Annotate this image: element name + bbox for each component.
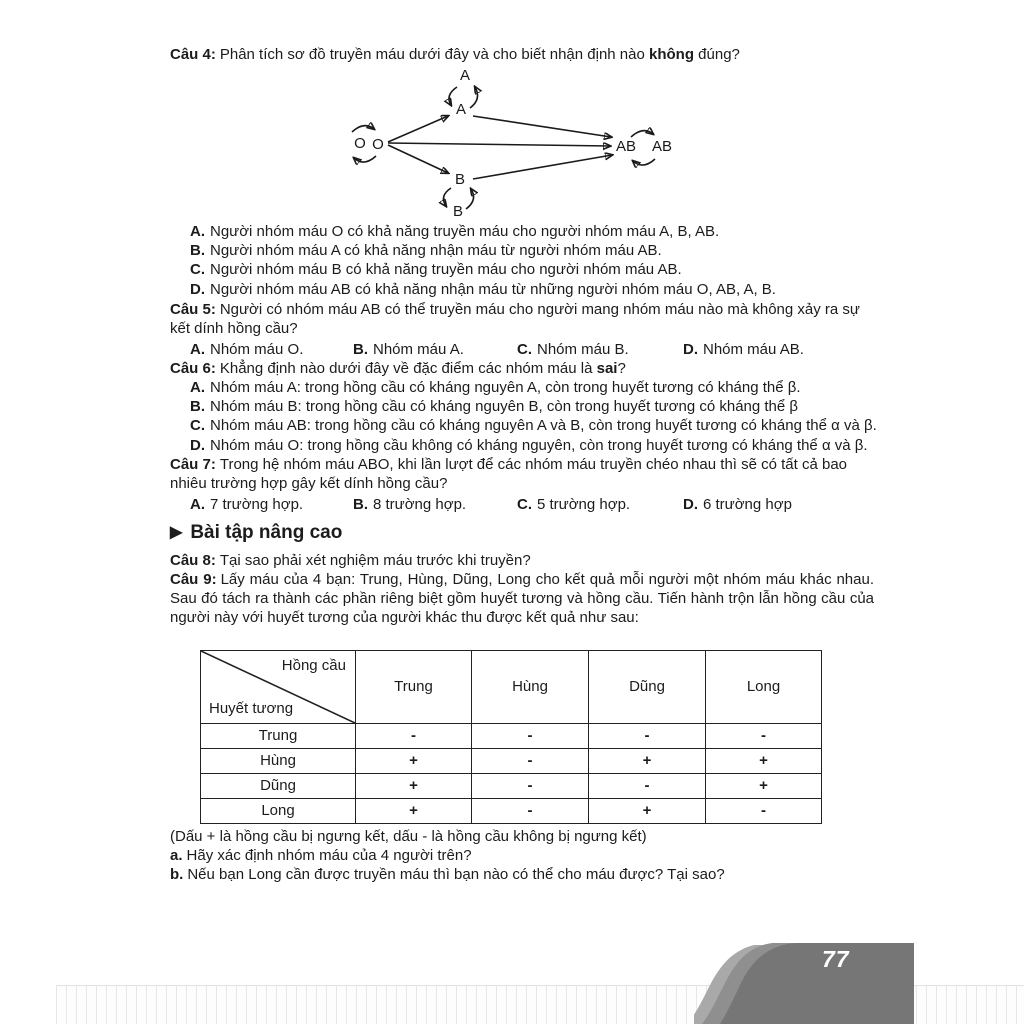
option-letter: C.	[517, 341, 532, 358]
option-text: 8 trường hợp.	[373, 496, 467, 513]
table-note: (Dấu + là hồng cầu bị ngưng kết, dấu - là hồng cầu không bị ngưng kết)	[170, 828, 647, 845]
option-text: Nhóm máu B.	[537, 341, 629, 358]
option-text: Người nhóm máu B có khả năng truyền máu cho người nhóm máu AB.	[210, 261, 682, 279]
row-label: Dũng	[201, 774, 356, 799]
question-5-text: Người có nhóm máu AB có thể truyền máu cho người mang nhóm máu nào mà không xảy ra sự kết dính hồng cầu?	[170, 301, 860, 338]
option-letter: D.	[190, 280, 205, 298]
cell-value: +	[356, 749, 472, 774]
sub-question-b-label: b.	[170, 866, 184, 883]
node-b: B	[454, 171, 466, 188]
option-letter: A.	[190, 379, 205, 396]
node-b-bottom: B	[452, 203, 464, 218]
option-letter: B.	[190, 398, 205, 416]
sub-question-b-text: Nếu bạn Long cần được truyền máu thì bạn nào có thể cho máu được? Tại sao?	[187, 866, 725, 883]
cell-value: -	[706, 799, 822, 824]
option-c	[190, 260, 776, 279]
section-title: Bài tập nâng cao	[190, 522, 343, 543]
option-b	[190, 241, 776, 260]
option-text: 7 trường hợp.	[210, 496, 304, 513]
question-5-label: Câu 5:	[170, 301, 216, 318]
column-header: Hùng	[472, 651, 589, 724]
option-text: Nhóm máu AB: trong hồng cầu có kháng nguyên A và B, còn trong huyết tương có kháng thể α và β.	[210, 417, 877, 435]
node-a-top: A	[459, 67, 471, 84]
question-9-text: Lấy máu của 4 bạn: Trung, Hùng, Dũng, Long cho kết quả mỗi người một nhóm máu khác nhau. Sau đó tách ra thành các phần riêng biệt gồm huyết tương và hồng cầu. Tiến hành trộn lẫn hồng cầu của người này với huyết tương của người khác thu được kết quả như sau:	[170, 571, 874, 627]
option-a	[190, 495, 353, 514]
question-7-text: Trong hệ nhóm máu ABO, khi lần lượt để các nhóm máu truyền chéo nhau thì sẽ có tất cả bao nhiêu trường hợp gây kết dính hồng cầu?	[170, 456, 848, 493]
question-9-label: Câu 9:	[170, 571, 217, 588]
option-text: 6 trường hợp	[703, 496, 792, 513]
question-9-heading	[170, 570, 874, 628]
option-d	[190, 280, 776, 299]
arrow-a-to-ab	[473, 116, 611, 137]
arrow-o-loop-top	[352, 126, 374, 132]
column-header: Dũng	[589, 651, 706, 724]
corner-label-bottom: Huyết tương	[209, 699, 294, 717]
compat-table	[200, 650, 822, 824]
corner-label-top: Hồng cầu	[281, 657, 346, 674]
question-8-text: Tại sao phải xét nghiệm máu trước khi truyền?	[219, 552, 531, 569]
cell-value: -	[472, 724, 589, 749]
column-header: Long	[706, 651, 822, 724]
option-c	[517, 495, 683, 514]
cell-value: -	[472, 749, 589, 774]
question-7-options	[190, 495, 890, 514]
table-header-row	[201, 651, 822, 724]
question-6-label: Câu 6:	[170, 360, 216, 377]
table-row	[201, 724, 822, 749]
option-text: Người nhóm máu A có khả năng nhận máu từ người nhóm máu AB.	[210, 242, 662, 260]
table-row	[201, 799, 822, 824]
node-a: A	[455, 101, 467, 118]
option-text: Nhóm máu AB.	[703, 341, 804, 358]
arrow-ab-loop-bottom	[633, 159, 655, 165]
arrow-o-to-a	[388, 116, 448, 142]
node-ab-right: AB	[651, 138, 673, 155]
option-letter: C.	[190, 417, 205, 435]
question-6-bold-word: sai	[596, 360, 618, 377]
node-o-left: O	[354, 135, 366, 152]
arrow-o-loop-bottom	[354, 156, 376, 162]
option-letter: B.	[190, 242, 205, 260]
option-c	[190, 416, 877, 435]
node-ab-left: AB	[615, 138, 637, 155]
option-b	[353, 340, 517, 359]
question-4-label: Câu 4:	[170, 46, 216, 63]
option-text: Nhóm máu B: trong hồng cầu có kháng nguyên B, còn trong huyết tương có kháng thể β	[210, 398, 799, 416]
option-a	[190, 340, 353, 359]
question-5-options	[190, 340, 890, 359]
option-c	[517, 340, 683, 359]
page-number: 77	[822, 946, 850, 972]
sub-question-a-label: a.	[170, 847, 183, 864]
question-6-text-suffix: ?	[617, 360, 626, 377]
table-corner-cell	[201, 651, 356, 724]
question-8-heading	[170, 551, 872, 570]
arrow-o-to-b	[388, 145, 448, 173]
option-b	[190, 397, 877, 416]
option-text: Người nhóm máu AB có khả năng nhận máu từ những người nhóm máu O, AB, A, B.	[210, 280, 776, 298]
option-letter: D.	[683, 496, 698, 513]
question-8-label: Câu 8:	[170, 552, 216, 569]
table-row	[201, 774, 822, 799]
option-a	[190, 222, 776, 241]
arrow-b-loop-left	[443, 188, 451, 206]
option-letter: D.	[683, 341, 698, 358]
question-4-text-suffix: đúng?	[694, 46, 740, 63]
option-letter: A.	[190, 341, 205, 358]
option-a	[190, 378, 877, 397]
option-d	[683, 340, 890, 359]
question-6-text: Khẳng định nào dưới đây về đặc điểm các nhóm máu là	[219, 360, 597, 377]
option-letter: C.	[190, 261, 205, 279]
cell-value: -	[589, 774, 706, 799]
cell-value: +	[706, 774, 822, 799]
question-4-bold-word: không	[649, 46, 694, 63]
option-text: Nhóm máu A: trong hồng cầu có kháng nguyên A, còn trong huyết tương có kháng thể β.	[210, 379, 801, 396]
cell-value: +	[589, 799, 706, 824]
cell-value: -	[472, 799, 589, 824]
arrow-b-loop-right	[466, 189, 474, 209]
option-letter: A.	[190, 223, 205, 240]
cell-value: +	[356, 774, 472, 799]
section-header	[170, 521, 342, 546]
question-4-options	[190, 222, 776, 299]
option-d	[190, 436, 877, 455]
option-letter: C.	[517, 496, 532, 513]
question-5-heading	[170, 300, 872, 338]
question-6-options	[190, 378, 877, 455]
option-text: Nhóm máu O.	[210, 341, 304, 358]
row-label: Trung	[201, 724, 356, 749]
question-7-label: Câu 7:	[170, 456, 216, 473]
option-letter: A.	[190, 496, 205, 513]
cell-value: -	[472, 774, 589, 799]
cell-value: +	[706, 749, 822, 774]
cell-value: +	[356, 799, 472, 824]
node-o-right: O	[372, 136, 384, 153]
option-d	[683, 495, 890, 514]
arrow-a-loop-right	[470, 87, 478, 108]
cell-value: -	[706, 724, 822, 749]
question-4-text: Phân tích sơ đồ truyền máu dưới đây và cho biết nhận định nào	[219, 46, 649, 63]
arrow-o-to-ab	[388, 143, 610, 146]
question-7-heading	[170, 455, 872, 493]
option-letter: B.	[353, 341, 368, 358]
column-header: Trung	[356, 651, 472, 724]
row-label: Hùng	[201, 749, 356, 774]
sub-question-a-text: Hãy xác định nhóm máu của 4 người trên?	[186, 847, 472, 864]
question-4-heading	[170, 45, 870, 64]
cell-value: -	[356, 724, 472, 749]
option-text: Người nhóm máu O có khả năng truyền máu cho người nhóm máu A, B, AB.	[210, 223, 720, 240]
option-text: Nhóm máu A.	[373, 341, 464, 358]
option-text: 5 trường hợp.	[537, 496, 631, 513]
cell-value: +	[589, 749, 706, 774]
option-text: Nhóm máu O: trong hồng cầu không có kháng nguyên, còn trong huyết tương có kháng thể α và β.	[210, 436, 868, 454]
sub-question-b	[170, 865, 872, 884]
option-letter: D.	[190, 436, 205, 454]
sub-question-a	[170, 846, 872, 865]
arrow-b-to-ab	[473, 155, 612, 179]
option-letter: B.	[353, 496, 368, 513]
table-row	[201, 749, 822, 774]
arrow-ab-loop-top	[631, 131, 653, 137]
blood-transfusion-diagram	[330, 66, 700, 218]
cell-value: -	[589, 724, 706, 749]
question-6-heading	[170, 359, 872, 378]
option-b	[353, 495, 517, 514]
row-label: Long	[201, 799, 356, 824]
triangle-bullet-icon: ▶	[170, 524, 183, 541]
